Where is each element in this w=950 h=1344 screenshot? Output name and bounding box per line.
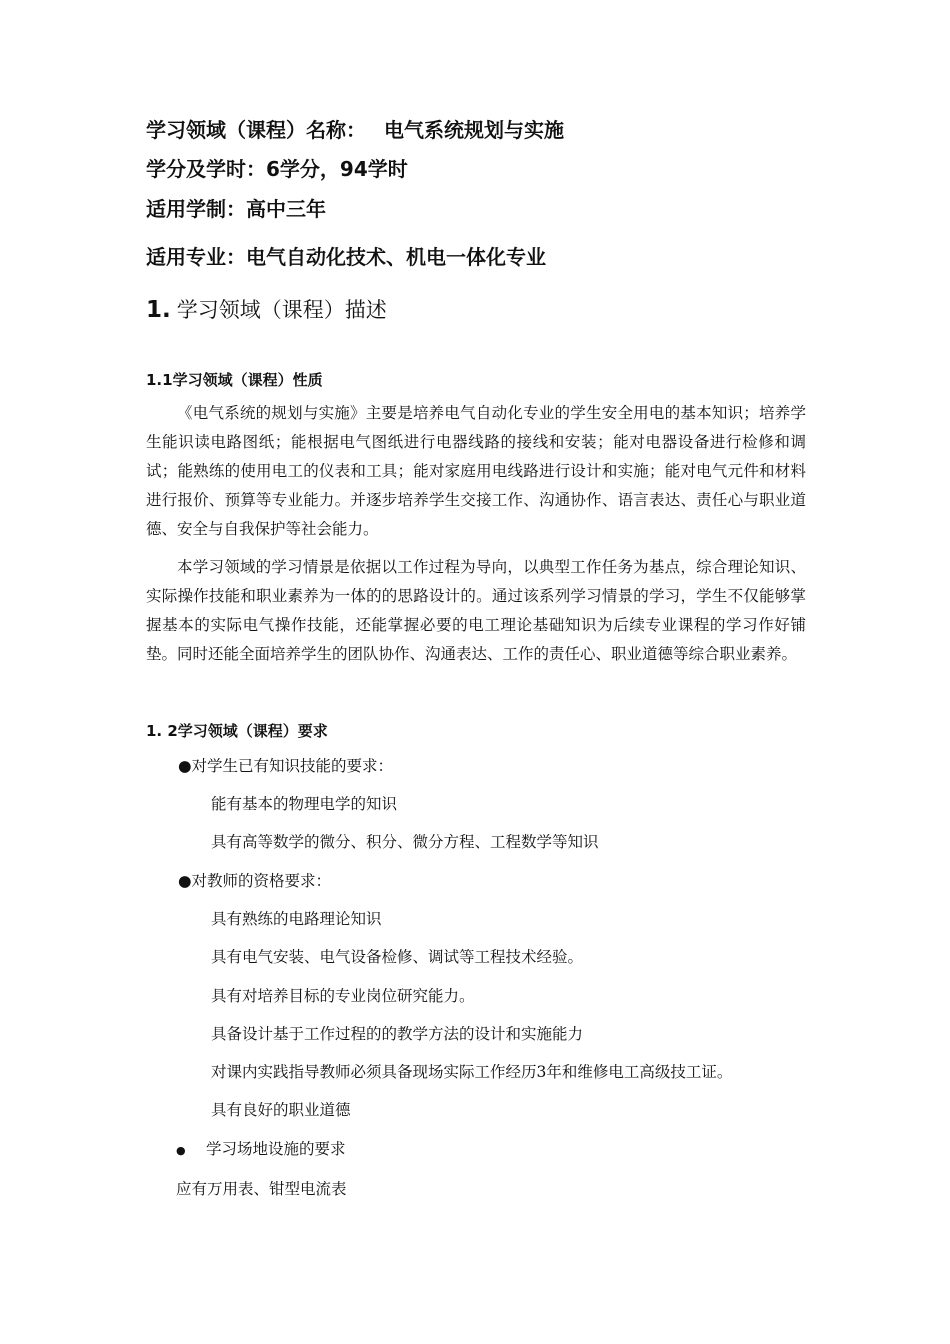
teacher-item: 具备设计基于工作过程的的教学方法的设计和实施能力 — [211, 1025, 584, 1043]
section-1-title: 学习领域（课程）描述 — [176, 298, 387, 322]
section-1-number: 1. — [146, 297, 171, 323]
teacher-requirements-header: ●对教师的资格要求： — [178, 872, 332, 890]
credits-line: 学分及学时：6学分，94学时 — [146, 157, 408, 181]
section-1-heading — [146, 296, 387, 324]
student-requirements-header: ●对学生已有知识技能的要求： — [178, 757, 394, 775]
site-requirements-header: 学习场地设施的要求 — [206, 1140, 346, 1158]
section-1-2-heading: 1. 2学习领域（课程）要求 — [146, 722, 328, 740]
course-name-label: 学习领域（课程）名称： — [146, 118, 366, 142]
major-line: 适用专业：电气自动化技术、机电一体化专业 — [146, 245, 546, 269]
site-item: 应有万用表、钳型电流表 — [176, 1180, 347, 1198]
section-1-1-paragraph-2: 本学习领域的学习情景是依据以工作过程为导向，以典型工作任务为基点，综合理论知识、实际操作技能和职业素养为一体的的思路设计的。通过该系列学习情景的学习，学生不仅能够掌握基本的实际电气操作技能，还能掌握必要的电工理论基础知识为后续专业课程的学习作好铺垫。同时还能全面培养学生的团队协作、沟通表达、工作的责任心、职业道德等综合职业素养。 — [146, 558, 806, 663]
teacher-item: 具有熟练的电路理论知识 — [211, 910, 382, 928]
teacher-item: 对课内实践指导教师必须具备现场实际工作经历3年和维修电工高级技工证。 — [211, 1063, 733, 1081]
section-1-1-paragraph-1: 《电气系统的规划与实施》主要是培养电气自动化专业的学生安全用电的基本知识；培养学生能识读电路图纸；能根据电气图纸进行电器线路的接线和安装；能对电器设备进行检修和调试；能熟练的使用电工的仪表和工具；能对家庭用电线路进行设计和实施；能对电气元件和材料进行报价、预算等专业能力。并逐步培养学生交接工作、沟通协作、语言表达、责任心与职业道德、安全与自我保护等社会能力。 — [146, 404, 806, 538]
teacher-item: 具有电气安装、电气设备检修、调试等工程技术经验。 — [211, 948, 584, 966]
teacher-item: 具有良好的职业道德 — [211, 1101, 351, 1119]
student-item: 能有基本的物理电学的知识 — [211, 795, 398, 813]
system-line: 适用学制：高中三年 — [146, 197, 326, 221]
bullet-icon: ● — [176, 1144, 186, 1157]
teacher-item: 具有对培养目标的专业岗位研究能力。 — [211, 987, 475, 1005]
site-requirements-header-line — [176, 1139, 346, 1161]
course-name-line — [146, 117, 564, 143]
student-item: 具有高等数学的微分、积分、微分方程、工程数学等知识 — [211, 833, 599, 851]
course-name: 电气系统规划与实施 — [384, 118, 564, 142]
section-1-1-heading: 1.1学习领域（课程）性质 — [146, 371, 323, 389]
